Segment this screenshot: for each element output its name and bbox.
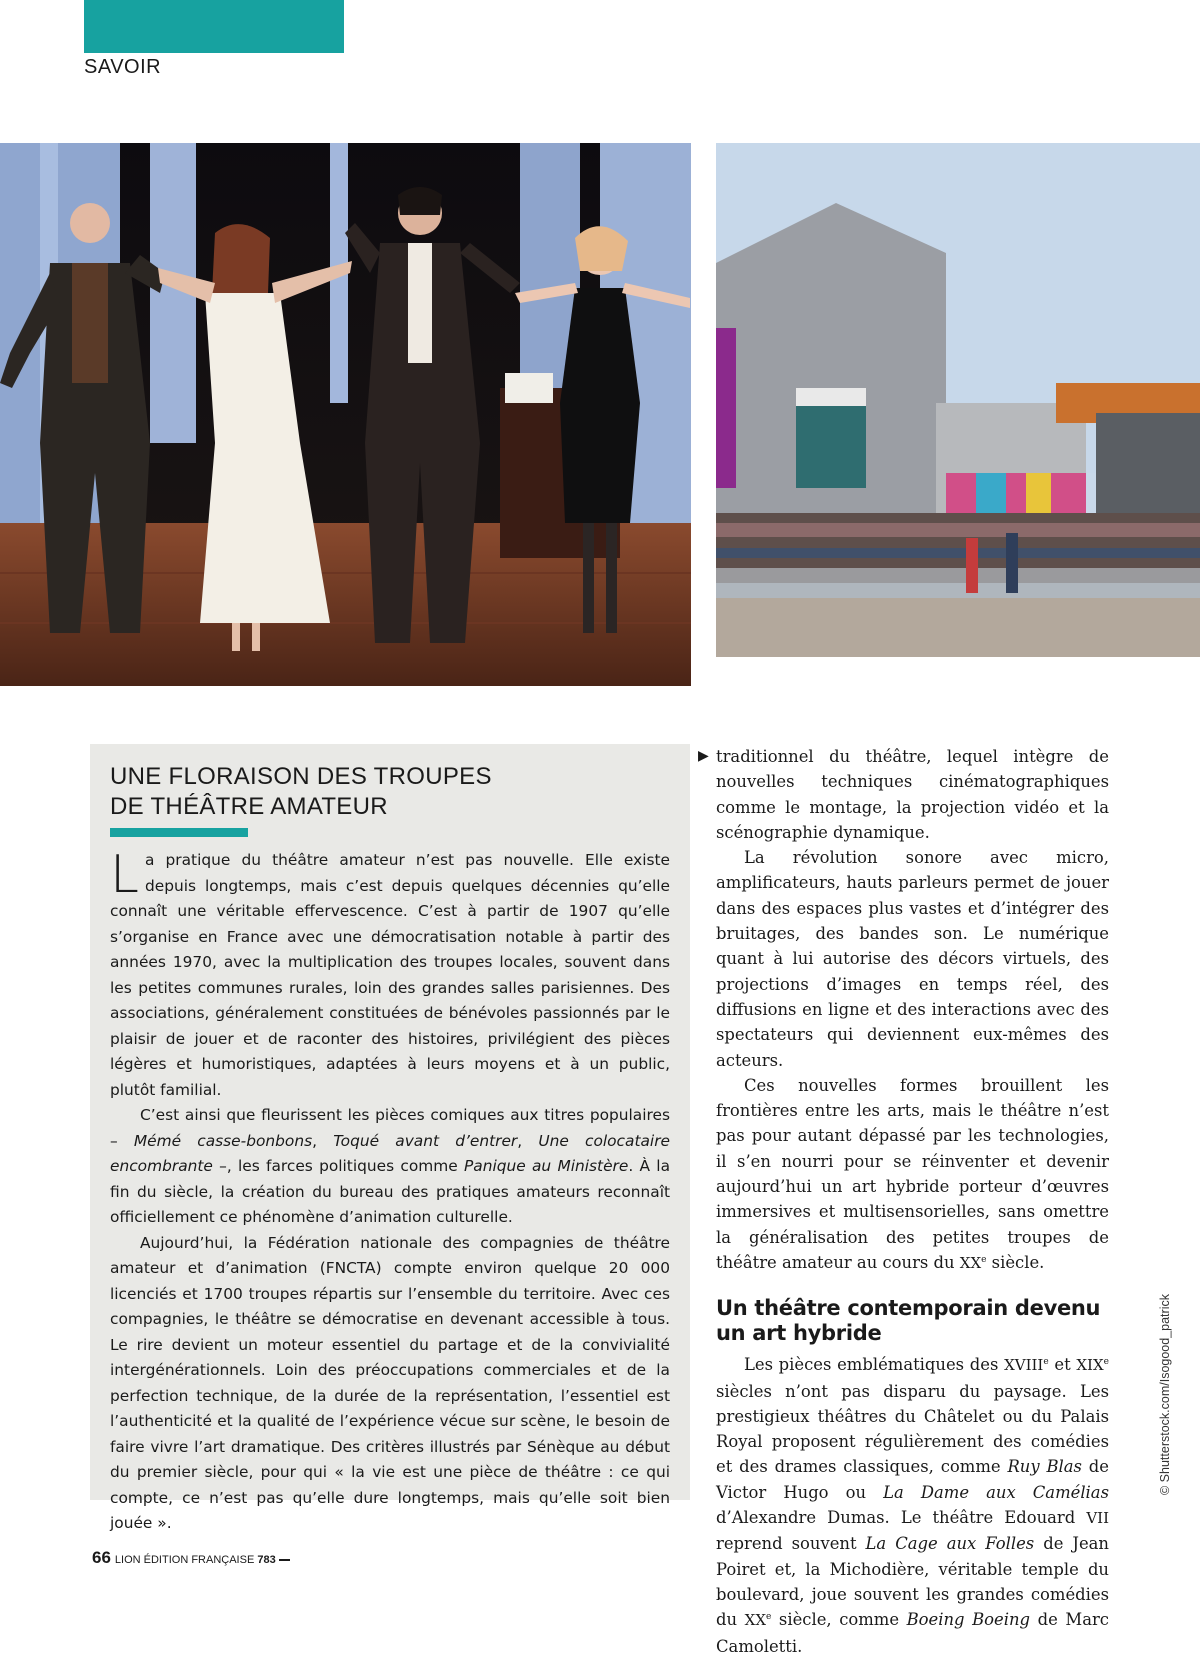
publication-name: LION ÉDITION FRANÇAISE — [114, 1554, 255, 1566]
sidebar-title-line-1: UNE FLORAISON DES TROUPES — [110, 763, 492, 790]
play-title: Panique au Ministère — [464, 1157, 629, 1175]
sidebar-title-line-2: DE THÉÂTRE AMATEUR — [110, 793, 388, 820]
play-title: Ruy Blas — [1007, 1457, 1082, 1477]
play-title: La Cage aux Folles — [865, 1534, 1035, 1554]
plaza-photo — [716, 143, 1200, 657]
article-paragraph-4: Les pièces emblématiques des XVIIIe et XIXe siècles n’ont pas disparu du paysage. Les prestigieux théâtres du Châtelet ou du Palais Royal proposent régulièrement des comédies et des drames classiques, comme Ruy Blas de Victor Hugo ou La Dame aux Camélias d’Alexandre Dumas. Le théâtre Edouard VII reprend souvent La Cage aux Folles de Jean Poiret et, la Michodière, véritable temple du boulevard, joue souvent les grandes comédies du XXe siècle, comme Boeing Boeing de Marc Camoletti. — [716, 1355, 1109, 1656]
page-footer — [92, 1548, 290, 1568]
sidebar-body — [110, 845, 671, 1537]
sidebar-accent-rule — [110, 828, 248, 837]
page-number: 66 — [92, 1548, 111, 1567]
photo-credit: © Shutterstock.com/Isogood_patrick — [1158, 1294, 1172, 1495]
play-title: Toqué avant d’entrer — [333, 1131, 518, 1150]
article-paragraph-1: traditionnel du théâtre, lequel intègre de nouvelles techniques cinématographiques comme le montage, la projection vidéo et la scénographie dynamique. — [716, 747, 1109, 842]
continuation-arrow-icon: ▶ — [698, 748, 709, 764]
play-title: Boeing Boeing — [906, 1610, 1031, 1630]
sidebar-paragraph-1: La pratique du théâtre amateur n’est pas nouvelle. Elle existe depuis longtemps, mais c’est depuis quelques décennies qu’elle connaît une véritable effervescence. C’est à partir de 1907 qu’elle s’organise en France avec une démocratisation notable à partir des années 1970, avec la multiplication des troupes locales, souvent dans les petites communes rurales, loin des grandes salles parisiennes. Des associations, généralement constituées de bénévoles passionnés par le plaisir de jouer et de raconter des histoires, privilégient des pièces légères et humoristiques, adaptées à leurs moyens et à un public, plutôt familial. — [110, 845, 670, 1099]
article-subheading: Un théâtre contemporain devenu un art hybride — [716, 1296, 1101, 1346]
section-label: SAVOIR — [84, 56, 162, 78]
sidebar-title — [110, 762, 670, 822]
drop-cap: L — [110, 845, 139, 905]
sidebar-box — [90, 744, 690, 1532]
stage-photo — [0, 143, 691, 686]
article-paragraph-2: La révolution sonore avec micro, amplificateurs, hauts parleurs permet de jouer dans des espaces plus vastes et d’intégrer des bruitages, des bandes son. Le numérique quant à lui autorise des décors virtuels, des projections d’images en temps réel, des diffusions en ligne et des interactions avec des spectateurs qui deviennent eux-mêmes des acteurs. — [716, 848, 1109, 1070]
issue-number: 783 — [257, 1554, 276, 1566]
play-title: Une colocataire encombrante — [110, 1131, 670, 1175]
section-color-bar — [84, 0, 344, 53]
sidebar-paragraph-3: Aujourd’hui, la Fédération nationale des compagnies de théâtre amateur et d’animation (FNCTA) compte environ quelque 20 000 licenciés et 1700 troupes répartis sur l’ensemble du territoire. Avec ces compagnies, le théâtre se démocratise en devenant accessible à tous. Le rire devient un moteur essentiel du partage et de la convivialité intergénérationnels. Loin des préoccupations commerciales et de la perfection technique, de la durée de la représentation, l’essentiel est l’authenticité et la qualité de l’expérience vécue sur scène, le besoin de faire vivre l’art dramatique. Des critères illustrés par Sénèque au début du premier siècle, pour qui « la vie est une pièce de théâtre : ce qui compte, ce n’est pas qu’elle dure longtemps, mais qu’elle soit bien jouée ». — [110, 1233, 670, 1532]
article-paragraph-3: Ces nouvelles formes brouillent les frontières entre les arts, mais le théâtre n’est pas pour autant dépassé par les technologies, il s’en nourri pour se réinventer et devenir aujourd’hui un art hybride porteur d’œuvres immersives et multisensorielles, sans omettre la généralisation des petites troupes de théâtre amateur au cours du XXe siècle. — [716, 1075, 1109, 1272]
article-right-column — [716, 744, 1109, 1659]
play-title: La Dame aux Camélias — [883, 1482, 1109, 1502]
sidebar-paragraph-2: C’est ainsi que fleurissent les pièces comiques aux titres populaires – Mémé casse-bonbons, Toqué avant d’entrer, Une colocataire encombrante –, les farces politiques comme Panique au Ministère. À la fin du siècle, la création du bureau des pratiques amateurs reconnaît officiellement ce phénomène d’animation culturelle. — [110, 1106, 671, 1226]
play-title: Mémé casse-bonbons — [133, 1131, 313, 1150]
footer-dash — [279, 1559, 290, 1561]
